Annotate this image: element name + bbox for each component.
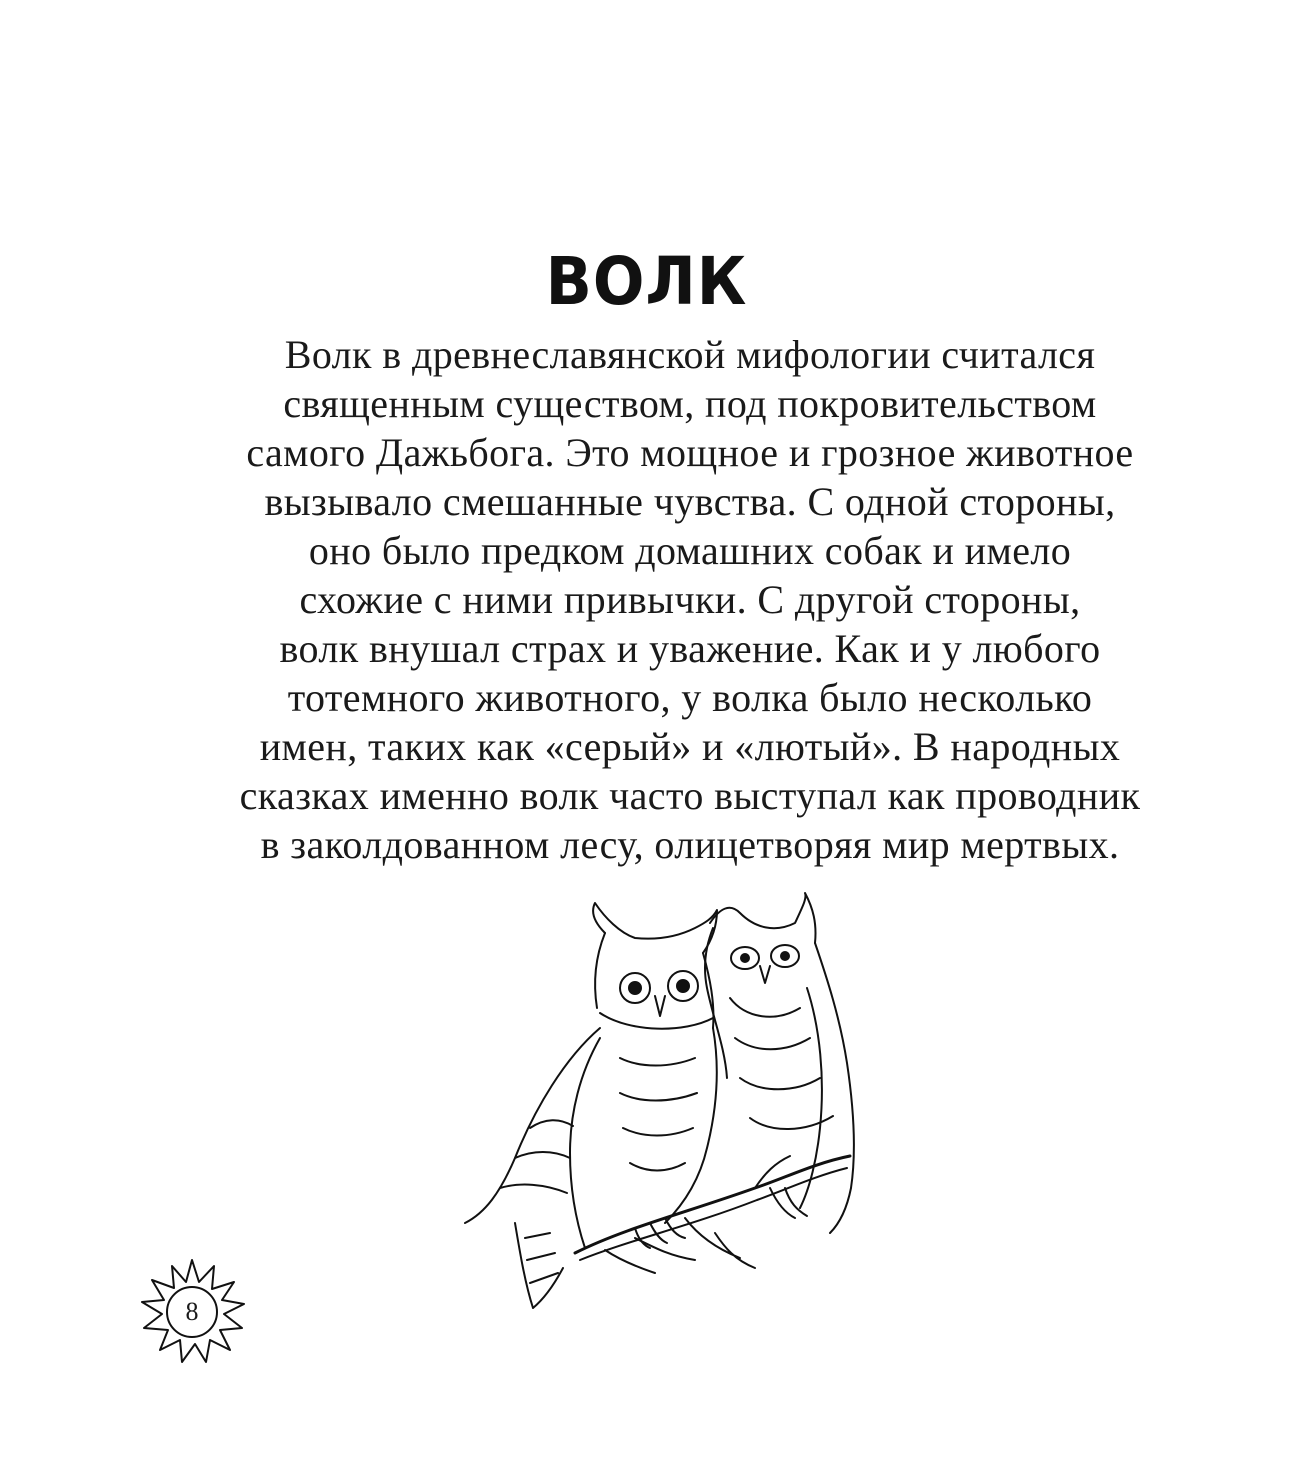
body-line: вызывало смешанные чувства. С одной стороны,: [264, 479, 1116, 524]
body-line: в заколдованном лесу, олицетворяя мир мертвых.: [260, 822, 1120, 867]
body-line: волк внушал страх и уважение. Как и у любого: [279, 626, 1101, 671]
page-number: 8: [185, 1297, 199, 1326]
body-line: тотемного животного, у волка было несколько: [287, 675, 1093, 720]
front-owl: [465, 903, 717, 1308]
body-line: оно было предком домашних собак и имело: [308, 528, 1072, 573]
body-line: Волк в древнеславянской мифологии считался: [284, 332, 1096, 377]
page-title: ВОЛК: [545, 243, 748, 320]
back-owl: [705, 893, 854, 1233]
owls-on-branch-illustration: [455, 888, 895, 1328]
body-line: имен, таких как «серый» и «лютый». В народных: [259, 724, 1121, 769]
body-line: схожие с ними привычки. С другой стороны,: [299, 577, 1081, 622]
body-line: священным существом, под покровительством: [283, 381, 1097, 426]
branch: [575, 1156, 850, 1253]
body-text: [140, 330, 1240, 869]
body-line: самого Дажьбога. Это мощное и грозное животное: [246, 430, 1134, 475]
body-line: сказках именно волк часто выступал как проводник: [239, 773, 1141, 818]
